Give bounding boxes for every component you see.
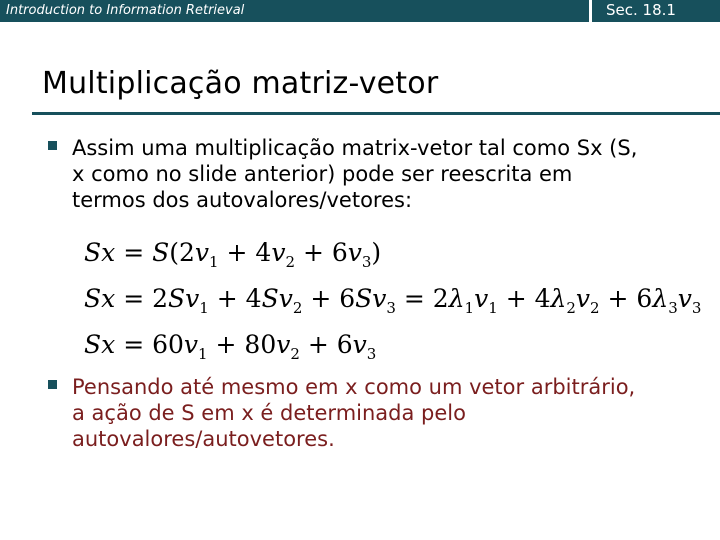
bullet-2-line-2: a ação de S em x é determinada pelo xyxy=(72,401,466,425)
equation-2: $Sx = 2Sv_1 + 4Sv_2 + 6Sv_3 = 2\lambda_1v_1 + 4\lambda_2v_2 + 6\lambda_3v_3$ xyxy=(84,284,702,317)
bullet-1-line-2: x como no slide anterior) pode ser reescrita em xyxy=(72,162,573,186)
bullet-1-line-1: Assim uma multiplicação matrix-vetor tal como Sx (S, xyxy=(72,136,638,160)
bullet-2-line-1: Pensando até mesmo em x como um vetor arbitrário, xyxy=(72,375,636,399)
bullet-2-line-3: autovalores/autovetores. xyxy=(72,427,335,451)
course-title-bar xyxy=(0,0,589,22)
square-bullet-icon xyxy=(48,141,57,150)
section-label-bar xyxy=(592,0,720,22)
slide-title: Multiplicação matriz-vetor xyxy=(42,66,439,101)
bullet-1-line-3: termos dos autovalores/vetores: xyxy=(72,188,413,212)
equation-3: $Sx = 60v_1 + 80v_2 + 6v_3$ xyxy=(84,330,377,363)
bullet-1-text xyxy=(72,135,637,213)
bullet-2-text xyxy=(72,374,635,452)
equation-1: $Sx = S(2v_1 + 4v_2 + 6v_3)$ xyxy=(84,238,382,271)
square-bullet-icon xyxy=(48,380,57,389)
course-title: Introduction to Information Retrieval xyxy=(6,3,245,18)
section-label: Sec. 18.1 xyxy=(606,1,676,19)
slide-header xyxy=(0,0,720,22)
title-underline xyxy=(32,112,720,115)
